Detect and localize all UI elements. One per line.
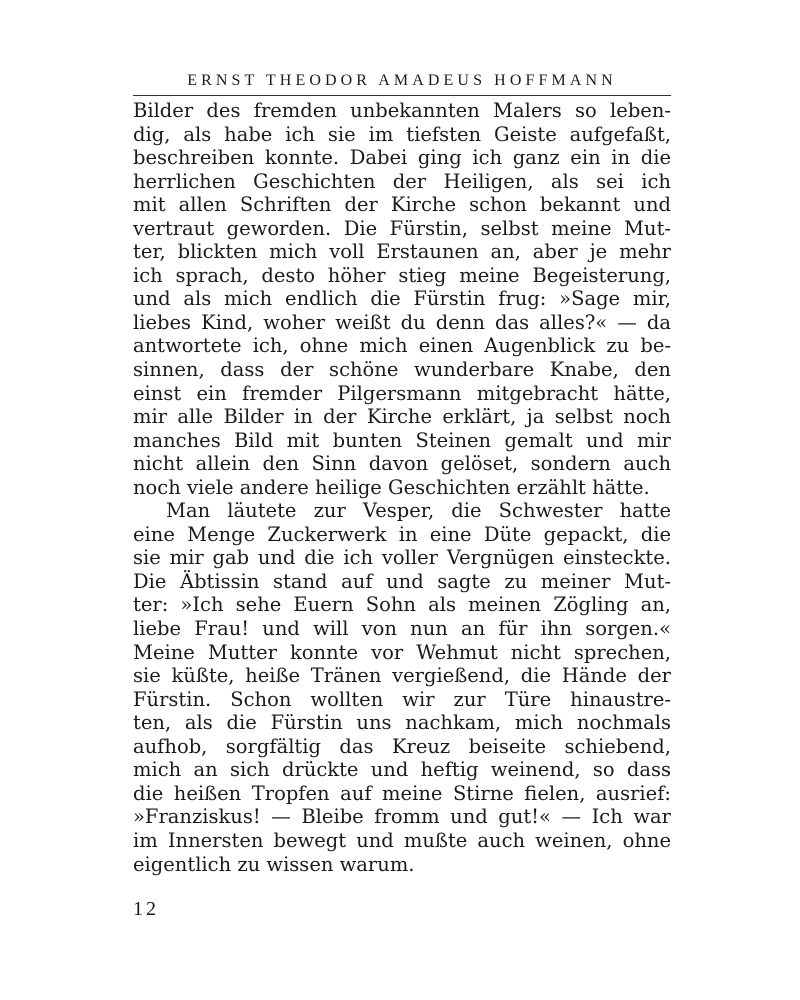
text-line: liebes Kind, woher weißt du denn das alles?« — da: [133, 310, 671, 334]
running-head-rule: [133, 95, 671, 96]
text-line: und als mich endlich die Fürstin frug: »Sage mir,: [133, 287, 671, 311]
text-line: beschreiben konnte. Dabei ging ich ganz ein in die: [133, 146, 671, 170]
text-line: ter: »Ich sehe Euern Sohn als meinen Zögling an,: [133, 593, 671, 617]
text-line: mich an sich drückte und heftig weinend, so dass: [133, 758, 671, 782]
text-line: mit allen Schriften der Kirche schon bekannt und: [133, 193, 671, 217]
text-line: vertraut geworden. Die Fürstin, selbst meine Mut-: [133, 216, 671, 240]
text-line: Meine Mutter konnte vor Wehmut nicht sprechen,: [133, 640, 671, 664]
text-line: eine Menge Zuckerwerk in eine Düte gepackt, die: [133, 522, 671, 546]
text-line: ter, blickten mich voll Erstaunen an, aber je mehr: [133, 240, 671, 264]
text-line: aufhob, sorgfältig das Kreuz beiseite schiebend,: [133, 734, 671, 758]
text-line: Bilder des fremden unbekannten Malers so leben-: [133, 99, 671, 122]
text-line: noch viele andere heilige Geschichten erzählt hätte.: [133, 475, 650, 499]
text-line: sinnen, dass der schöne wunderbare Knabe, den: [133, 358, 671, 382]
text-line: die heißen Tropfen auf meine Stirne fielen, ausrief:: [133, 781, 671, 805]
page-number: 12: [133, 898, 159, 920]
body-text: [133, 99, 671, 876]
text-line: Fürstin. Schon wollten wir zur Türe hinaustre-: [133, 687, 671, 711]
text-line: im Innersten bewegt und mußte auch weinen, ohne: [133, 828, 671, 852]
text-line: mir alle Bilder in der Kirche erklärt, ja selbst noch: [133, 405, 671, 429]
text-line: sie küßte, heiße Tränen vergießend, die Hände der: [133, 664, 671, 688]
text-line: nicht allein den Sinn davon gelöset, sondern auch: [133, 452, 671, 476]
text-line: »Franziskus! — Bleibe fromm und gut!« — Ich war: [133, 805, 671, 829]
text-line: ich sprach, desto höher stieg meine Begeisterung,: [133, 263, 671, 287]
text-line: einst ein fremder Pilgersmann mitgebracht hätte,: [133, 381, 671, 405]
text-line: ten, als die Fürstin uns nachkam, mich nochmals: [133, 711, 671, 735]
text-line: Die Äbtissin stand auf und sagte zu meiner Mut-: [133, 569, 671, 593]
running-head: ERNST THEODOR AMADEUS HOFFMANN: [187, 72, 617, 89]
text-line: liebe Frau! und will von nun an für ihn sorgen.«: [133, 617, 671, 641]
text-line: manches Bild mit bunten Steinen gemalt und mir: [133, 428, 671, 452]
text-line: herrlichen Geschichten der Heiligen, als sei ich: [133, 169, 671, 193]
text-line: antwortete ich, ohne mich einen Augenblick zu be-: [133, 334, 671, 358]
text-line: dig, als habe ich sie im tiefsten Geiste aufgefaßt,: [133, 122, 671, 146]
paragraph-first-line: Man läutete zur Vesper, die Schwester hatte: [166, 499, 671, 523]
text-line: sie mir gab und die ich voller Vergnügen einsteckte.: [133, 546, 671, 570]
text-line: eigentlich zu wissen warum.: [133, 852, 415, 876]
